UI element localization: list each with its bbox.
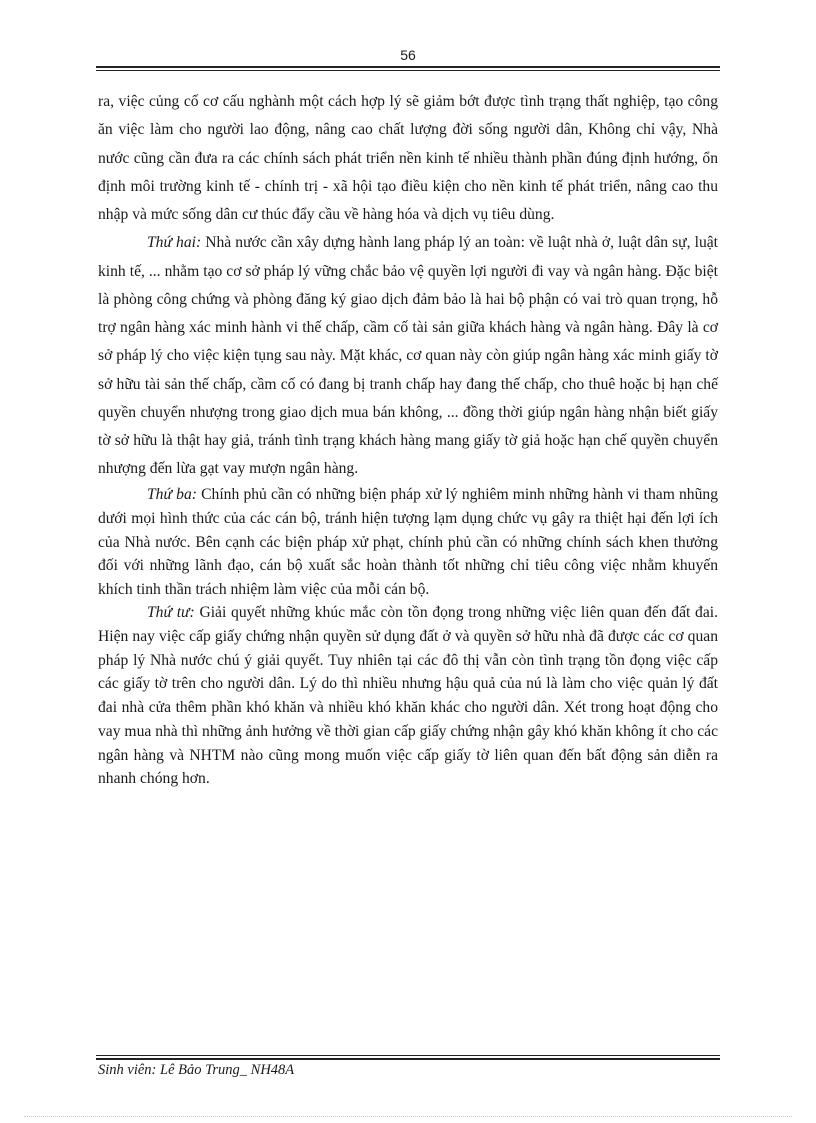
paragraph-text: Nhà nước cần xây dựng hành lang pháp lý an toàn: về luật nhà ở, luật dân sự, luật kinh tế, ... nhằm tạo cơ sở pháp lý vững chắc bảo vệ quyền lợi người đi vay và ngân hàng. Đặc biệt là phòng công chứng và phòng đăng ký giao dịch đảm bảo là hai bộ phận có vai trò quan trọng, hỗ trợ ngân hàng xác minh hành vi thế chấp, cầm cố tài sản giữa khách hàng và ngân hàng. Đây là cơ sở pháp lý cho việc kiện tụng sau này. Mặt khác, cơ quan này còn giúp ngân hàng xác minh giấy tờ sở hữu tài sản thế chấp, cầm cố có đang bị tranh chấp hay đang thế chấp, cho thuê hoặc bị hạn chế quyền chuyển nhượng trong giao dịch mua bán không, ... đồng thời giúp ngân hàng nhận biết giấy tờ sở hữu là thật hay giả, tránh tình trạng khách hàng mang giấy tờ giả hoặc hạn chế quyền chuyển nhượng đến lừa gạt vay mượn ngân hàng. bbox=[98, 234, 718, 478]
document-body bbox=[98, 88, 718, 791]
paragraph-thu-hai bbox=[98, 229, 718, 483]
paragraph-thu-tu bbox=[98, 601, 718, 791]
paragraph-text: Chính phủ cần có những biện pháp xử lý nghiêm minh những hành vi tham nhũng dưới mọi hình thức của các cán bộ, tránh hiện tượng lạm dụng chức vụ gây ra thiệt hại đến lợi ích của Nhà nước. Bên cạnh các biện pháp xử phạt, chính phủ cần có những chính sách khen thưởng đối với những lãnh đạo, cán bộ xuất sắc hoàn thành tốt những chỉ tiêu công việc nhằm khuyến khích tinh thần trách nhiệm làm việc của mỗi cán bộ. bbox=[98, 486, 718, 598]
footer-author: Sinh viên: Lê Bảo Trung_ NH48A bbox=[98, 1062, 295, 1078]
paragraph-thu-ba bbox=[98, 483, 718, 601]
paragraph-text: ra, việc củng cố cơ cấu nghành một cách hợp lý sẽ giảm bớt được tình trạng thất nghiệp, tạo công ăn việc làm cho người lao động, nâng cao chất lượng đời sống người dân, Không chỉ vậy, Nhà nước cũng cần đưa ra các chính sách phát triển nền kinh tế nhiều thành phần đúng định hướng, ổn định môi trường kinh tế - chính trị - xã hội tạo điều kiện cho nền kinh tế phát triển, nâng cao thu nhập và mức sống dân cư thúc đẩy cầu về hàng hóa và dịch vụ tiêu dùng. bbox=[98, 93, 718, 224]
paragraph-text: Giải quyết những khúc mắc còn tồn đọng trong những việc liên quan đến đất đai. Hiện nay việc cấp giấy chứng nhận quyền sử dụng đất ở và quyền sở hữu nhà đã được các cơ quan pháp lý Nhà nước chú ý giải quyết. Tuy nhiên tại các đô thị vẫn còn tình trạng tồn đọng việc cấp các giấy tờ trên cho người dân. Lý do thì nhiều nhưng hậu quả của nú là làm cho việc quản lý đất đai nhà cửa thêm phần khó khăn và nhiều khó khăn khác cho người dân. Xét trong hoạt động cho vay mua nhà thì những ảnh hưởng về thời gian cấp giấy chứng nhận gây khó khăn không ít cho các ngân hàng và NHTM nào cũng mong muốn việc cấp giấy tờ liên quan đến bất động sản diễn ra nhanh chóng hơn. bbox=[98, 604, 719, 788]
paragraph-1 bbox=[98, 88, 718, 229]
page-number: 56 bbox=[400, 47, 416, 63]
paragraph-lead: Thứ tư: bbox=[147, 604, 195, 622]
footer-rule bbox=[96, 1055, 720, 1060]
header-rule bbox=[96, 66, 720, 71]
paragraph-lead: Thứ ba: bbox=[147, 486, 197, 504]
page-bottom-border bbox=[24, 1116, 792, 1117]
paragraph-lead: Thứ hai: bbox=[147, 234, 202, 252]
